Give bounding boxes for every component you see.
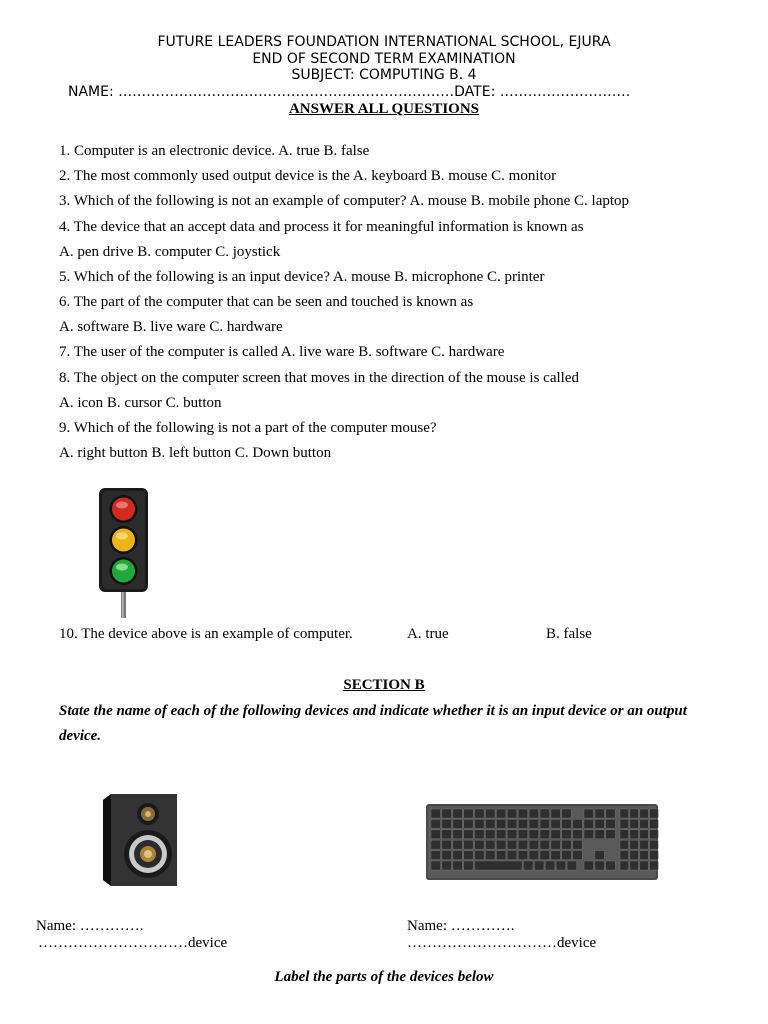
question-2: 2. The most commonly used output device is the A. keyboard B. mouse C. monitor (59, 168, 557, 184)
question-5: 5. Which of the following is an input device? A. mouse B. microphone C. printer (59, 269, 545, 285)
keyboard-icon (424, 802, 660, 882)
right-device-name-field[interactable]: Name: …………. (407, 918, 515, 934)
question-1: 1. Computer is an electronic device. A. true B. false (59, 143, 370, 159)
question-10-option-b: B. false (546, 626, 592, 642)
label-parts-instruction: Label the parts of the devices below (274, 969, 494, 985)
left-device-type-field[interactable]: …………………………device (38, 935, 228, 951)
right-device-type-field[interactable]: …………………………device (407, 935, 597, 951)
question-4: 4. The device that an accept data and process it for meaningful information is known as (59, 219, 584, 235)
question-6-options: A. software B. live ware C. hardware (59, 319, 283, 335)
question-4-options: A. pen drive B. computer C. joystick (59, 244, 281, 260)
question-10: 10. The device above is an example of computer. (59, 626, 353, 642)
school-name: FUTURE LEADERS FOUNDATION INTERNATIONAL SCHOOL, EJURA (157, 34, 611, 50)
exam-title: END OF SECOND TERM EXAMINATION (252, 51, 516, 67)
section-b-heading: SECTION B (343, 677, 425, 693)
subject-line: SUBJECT: COMPUTING B. 4 (291, 67, 477, 83)
traffic-light-icon (60, 470, 190, 620)
question-8-options: A. icon B. cursor C. button (59, 395, 222, 411)
answer-all-heading: ANSWER ALL QUESTIONS (288, 101, 480, 117)
left-device-name-field[interactable]: Name: …………. (36, 918, 144, 934)
question-9-options: A. right button B. left button C. Down button (59, 445, 332, 461)
question-3: 3. Which of the following is not an example of computer? A. mouse B. mobile phone C. laptop (59, 193, 630, 209)
question-10-option-a: A. true (407, 626, 449, 642)
section-b-instruction: State the name of each of the following devices and indicate whether it is an input device or an output device. (59, 703, 687, 744)
question-6: 6. The part of the computer that can be seen and touched is known as (59, 294, 474, 310)
name-date-line: NAME: ………………………………………………………………DATE: ………………………. (68, 84, 631, 100)
question-9: 9. Which of the following is not a part of the computer mouse? (59, 420, 437, 436)
speaker-icon (85, 782, 200, 894)
question-8: 8. The object on the computer screen that moves in the direction of the mouse is called (59, 370, 579, 386)
question-7: 7. The user of the computer is called A. live ware B. software C. hardware (59, 344, 505, 360)
